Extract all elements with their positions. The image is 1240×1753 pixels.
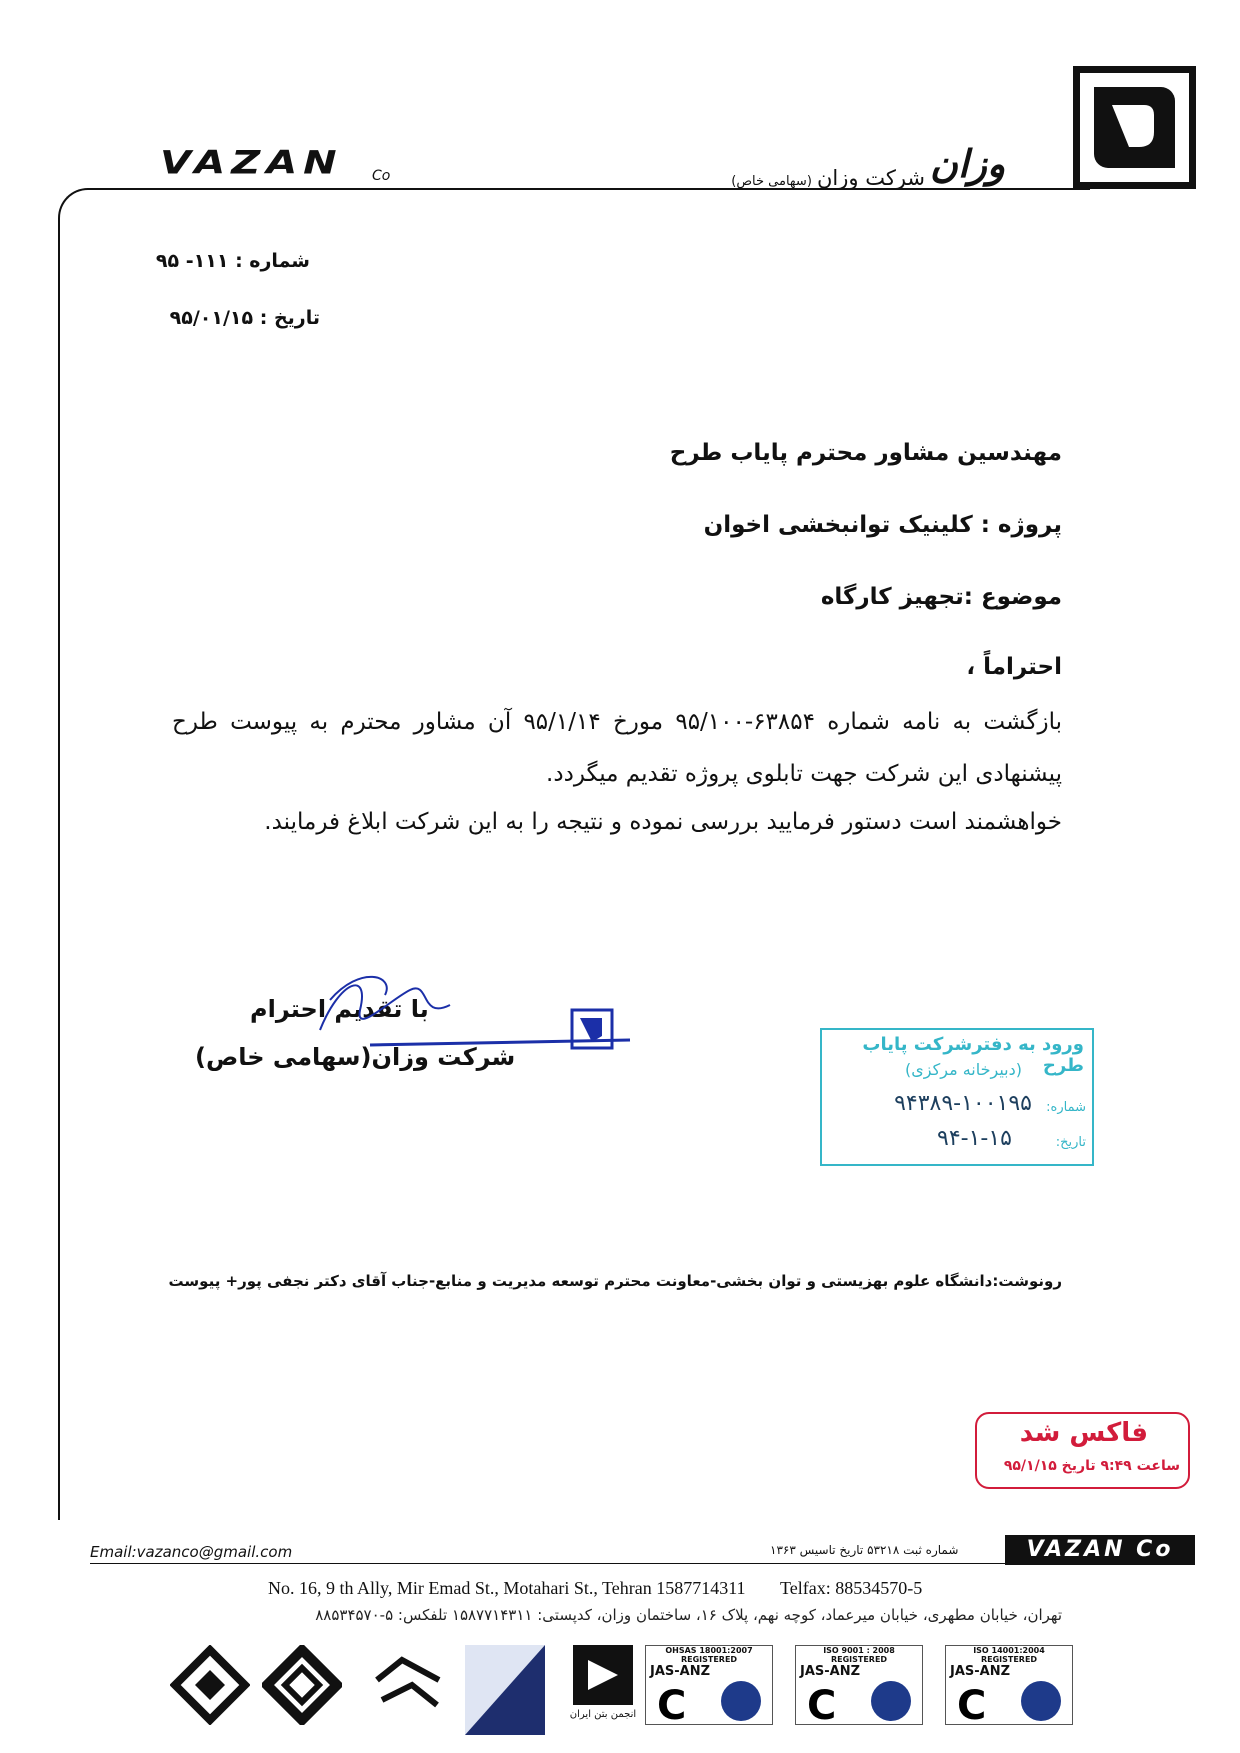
association-logo-3-icon	[372, 1650, 444, 1722]
association-logo-2-icon	[262, 1645, 342, 1725]
received-stamp-title: ورود به دفترشرکت پایاب طرح	[862, 1034, 1084, 1076]
footer-address-en	[268, 1578, 922, 1599]
svg-text:C: C	[807, 1683, 837, 1724]
received-number-value: ۹۴۳۸۹-۱۰۰۱۹۵	[894, 1091, 1032, 1116]
company-logo	[1073, 66, 1196, 189]
body-paragraph-1: بازگشت به نامه شماره ۶۳۸۵۴-۹۵/۱۰۰ مورخ ۹۵/۱/۱۴ آن مشاور محترم به پیوست طرح پیشنهادی این شرکت جهت تابلوی پروژه تقدیم میگردد.	[172, 709, 1062, 787]
association-logo-1-icon	[170, 1645, 250, 1725]
number-label: شماره :	[235, 250, 310, 272]
company-name-fa	[715, 166, 925, 190]
received-stamp-subtitle: (دبیرخانه مرکزی)	[905, 1060, 1022, 1079]
received-date-value: ۹۴-۱-۱۵	[937, 1126, 1012, 1151]
brand-latin-logo: VAZAN	[160, 144, 343, 182]
signature-stamp-icon	[300, 960, 640, 1070]
closing: با تقدیم احترام	[250, 995, 429, 1023]
subject-line: موضوع :تجهیز کارگاه	[820, 584, 1062, 610]
cert-iso14001-seal-icon	[949, 1679, 1069, 1724]
cert-iso9001	[795, 1645, 923, 1725]
footer-address-fa: تهران، خیابان مطهری، خیابان میرعماد، کوچه نهم، پلاک ۱۶، ساختمان وزان، کدپستی: ۱۵۸۷۷۱۴۳۱۱ تلفکس: ۵-۸۸۵۳۴۵۷۰	[315, 1606, 1062, 1624]
brand-co: Co	[372, 168, 391, 184]
salutation: احتراماً ،	[966, 654, 1062, 680]
cert-iso9001-mark: JAS-ANZ	[800, 1664, 861, 1679]
received-number-label: شماره:	[1046, 1100, 1086, 1115]
footer-email: Email:vazanco@gmail.com	[90, 1543, 293, 1561]
body-paragraph-2: خواهشمند است دستور فرمایید بررسی نموده و نتیجه را به این شرکت ابلاغ فرمایند.	[264, 809, 1062, 835]
logo-mark-icon	[1094, 87, 1175, 168]
project-line: پروژه : کلینیک توانبخشی اخوان	[703, 512, 1062, 538]
svg-text:C: C	[657, 1683, 687, 1724]
letter-frame	[58, 188, 1090, 1520]
fax-stamp-line: ساعت ۹:۴۹ تاریخ ۹۵/۱/۱۵	[1003, 1458, 1180, 1474]
company-type: (سهامی خاص)	[731, 174, 812, 189]
fax-stamp-title: فاکس شد	[1019, 1418, 1148, 1448]
concrete-association-icon	[573, 1645, 633, 1705]
association-logo-4-icon	[465, 1645, 545, 1735]
brand-fa-logo: وزان	[930, 142, 1006, 186]
association-label: انجمن بتن ایران	[569, 1709, 637, 1720]
letter-number	[150, 250, 310, 272]
footer-brand: VAZAN Co	[1005, 1535, 1195, 1565]
cert-iso14001-top: ISO 14001:2004 REGISTERED	[973, 1646, 1045, 1664]
cert-ohsas-seal-icon	[649, 1679, 769, 1724]
fax-stamp	[975, 1412, 1190, 1489]
recipient: مهندسین مشاور محترم پایاب طرح	[669, 440, 1062, 466]
received-date-label: تاریخ:	[1055, 1135, 1086, 1150]
cc-line: رونوشت:دانشگاه علوم بهزیستی و توان بخشی-معاونت محترم توسعه مدیریت و منابع-جناب آقای دکتر نجفی پور+ پیوست	[168, 1272, 1062, 1290]
cert-iso14001	[945, 1645, 1073, 1725]
telfax-en: Telfax: 88534570-5	[780, 1578, 923, 1598]
footer-registration: شماره ثبت ۵۳۲۱۸ تاریخ تاسیس ۱۳۶۳	[770, 1543, 959, 1557]
date-value: ۹۵/۰۱/۱۵	[169, 307, 254, 329]
address-en: No. 16, 9 th Ally, Mir Emad St., Motahari St., Tehran 1587714311	[268, 1578, 746, 1598]
cert-iso9001-top: ISO 9001 : 2008 REGISTERED	[823, 1646, 895, 1664]
received-stamp	[820, 1028, 1094, 1166]
cert-iso9001-seal-icon	[799, 1679, 919, 1724]
cert-ohsas-top: OHSAS 18001:2007 REGISTERED	[665, 1646, 753, 1664]
number-value: ۱۱۱- ۹۵	[155, 250, 229, 272]
concrete-association-logo	[568, 1645, 638, 1735]
cert-ohsas-mark: JAS-ANZ	[650, 1664, 711, 1679]
letter-date	[150, 307, 320, 329]
signature-company: شرکت وزان(سهامی خاص)	[195, 1043, 516, 1071]
cert-ohsas	[645, 1645, 773, 1725]
svg-text:C: C	[957, 1683, 987, 1724]
date-label: تاریخ :	[259, 307, 320, 329]
cert-iso14001-mark: JAS-ANZ	[950, 1664, 1011, 1679]
company-name: شرکت وزان	[816, 166, 925, 190]
